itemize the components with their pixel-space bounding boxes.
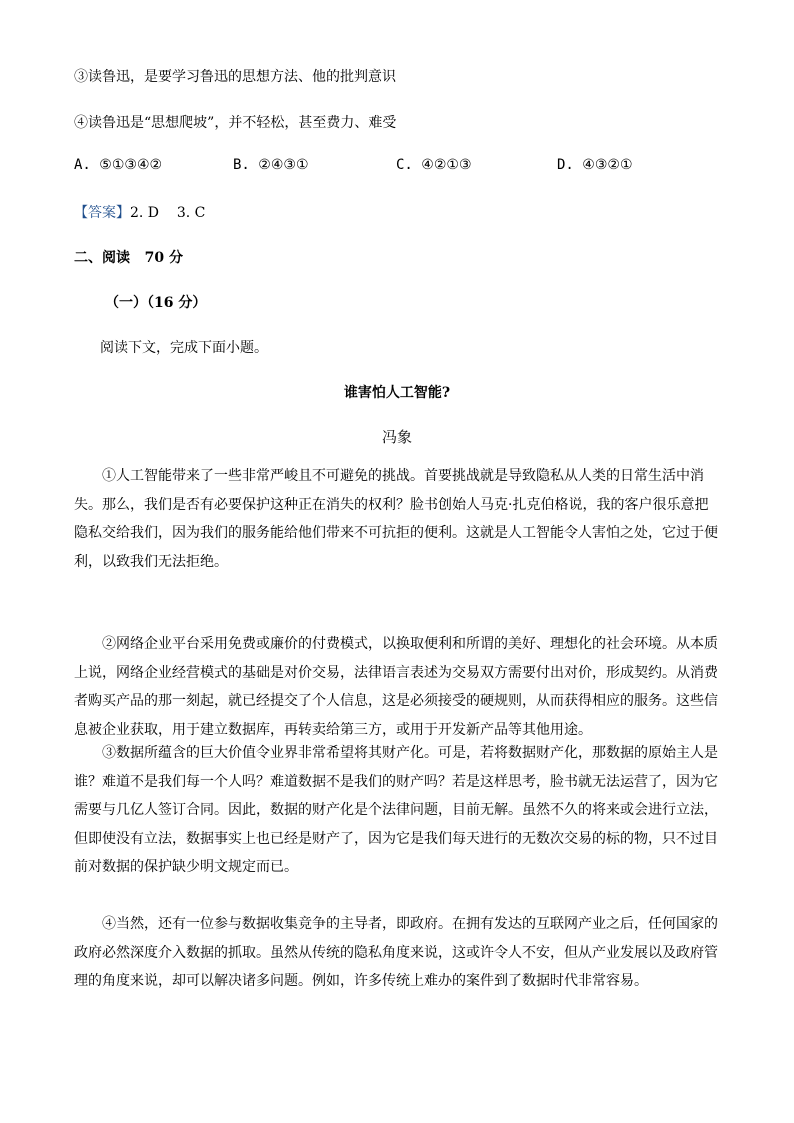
paragraph-line: ③数据所蕴含的巨大价值令业界非常希望将其财产化。可是，若将数据财产化，那数据的原始主人是 xyxy=(102,745,718,761)
answer-tag: 【答案】 xyxy=(74,205,130,221)
paragraph-line: ④当然，还有一位参与数据收集竞争的主导者，即政府。在拥有发达的互联网产业之后，任何国家的 xyxy=(102,916,718,932)
paragraph-line: 政府必然深度介入数据的抓取。虽然从传统的隐私角度来说，这或许令人不安，但从产业发展以及政府管 xyxy=(74,944,718,961)
answer-line xyxy=(74,202,205,222)
choice-a: A. ⑤①③④② xyxy=(74,157,163,173)
section-instruction: 阅读下文，完成下面小题。 xyxy=(100,340,268,356)
paragraph-line: 理的角度来说，却可以解决诸多问题。例如，许多传统上难办的案件到了数据时代非常容易。 xyxy=(74,973,648,989)
option-item-4: ④读鲁迅是“思想爬坡”，并不轻松，甚至费力、难受 xyxy=(74,115,397,131)
paragraph-line: 但即使没有立法，数据事实上也已经是财产了，因为它是我们每天进行的无数次交易的标的物，只不过目 xyxy=(74,830,718,847)
section-heading: 二、阅读 70 分 xyxy=(74,250,183,266)
paragraph-4 xyxy=(74,910,724,996)
paragraph-3 xyxy=(74,739,724,882)
choice-c: C. ④②①③ xyxy=(396,157,472,173)
paragraph-line: 需要与几亿人签订合同。因此，数据的财产化是个法律问题，目前无解。虽然不久的将来或会进行立法， xyxy=(74,802,718,818)
section-subheading: （一）（16 分） xyxy=(105,295,207,311)
paragraph-line: 隐私交给我们，因为我们的服务能给他们带来不可抗拒的便利。这就是人工智能令人害怕之处，它过于便 xyxy=(74,525,718,541)
article-title: 谁害怕人工智能? xyxy=(343,385,451,401)
paragraph-line: 上说，网络企业经营模式的基础是对价交易，法律语言表述为交易双方需要付出对价，形成契约。从消费 xyxy=(74,664,718,681)
choice-b: B. ②④③① xyxy=(233,157,309,173)
answer-text: 2. D 3. C xyxy=(130,205,206,221)
paragraph-line: ①人工智能带来了一些非常严峻且不可避免的挑战。首要挑战就是导致隐私从人类的日常生活中消 xyxy=(102,468,704,484)
paragraph-1 xyxy=(74,462,724,576)
choice-d: D. ④③②① xyxy=(557,157,633,173)
paragraph-line: 息被企业获取，用于建立数据库，再转卖给第三方，或用于开发新产品等其他用途。 xyxy=(74,721,592,738)
paragraph-line: 前对数据的保护缺少明文规定而已。 xyxy=(74,859,298,875)
paragraph-line: 谁？难道不是我们每一个人吗？难道数据不是我们的财产吗？若是这样思考，脸书就无法运营了，因为它 xyxy=(74,773,718,790)
paragraph-2 xyxy=(74,630,724,744)
paragraph-line: ②网络企业平台采用免费或廉价的付费模式，以换取便利和所谓的美好、理想化的社会环境。从本质 xyxy=(102,636,718,652)
paragraph-line: 失。那么，我们是否有必要保护这种正在消失的权利？脸书创始人马克·扎克伯格说，我的客户很乐意把 xyxy=(74,496,709,513)
option-item-3: ③读鲁迅，是要学习鲁迅的思想方法、他的批判意识 xyxy=(74,69,396,85)
article-author: 冯象 xyxy=(381,428,412,446)
paragraph-line: 利，以致我们无法拒绝。 xyxy=(74,553,228,570)
paragraph-line: 者购买产品的那一刻起，就已经提交了个人信息，这是必须接受的硬规则，从而获得相应的服务。这些信 xyxy=(74,693,718,709)
